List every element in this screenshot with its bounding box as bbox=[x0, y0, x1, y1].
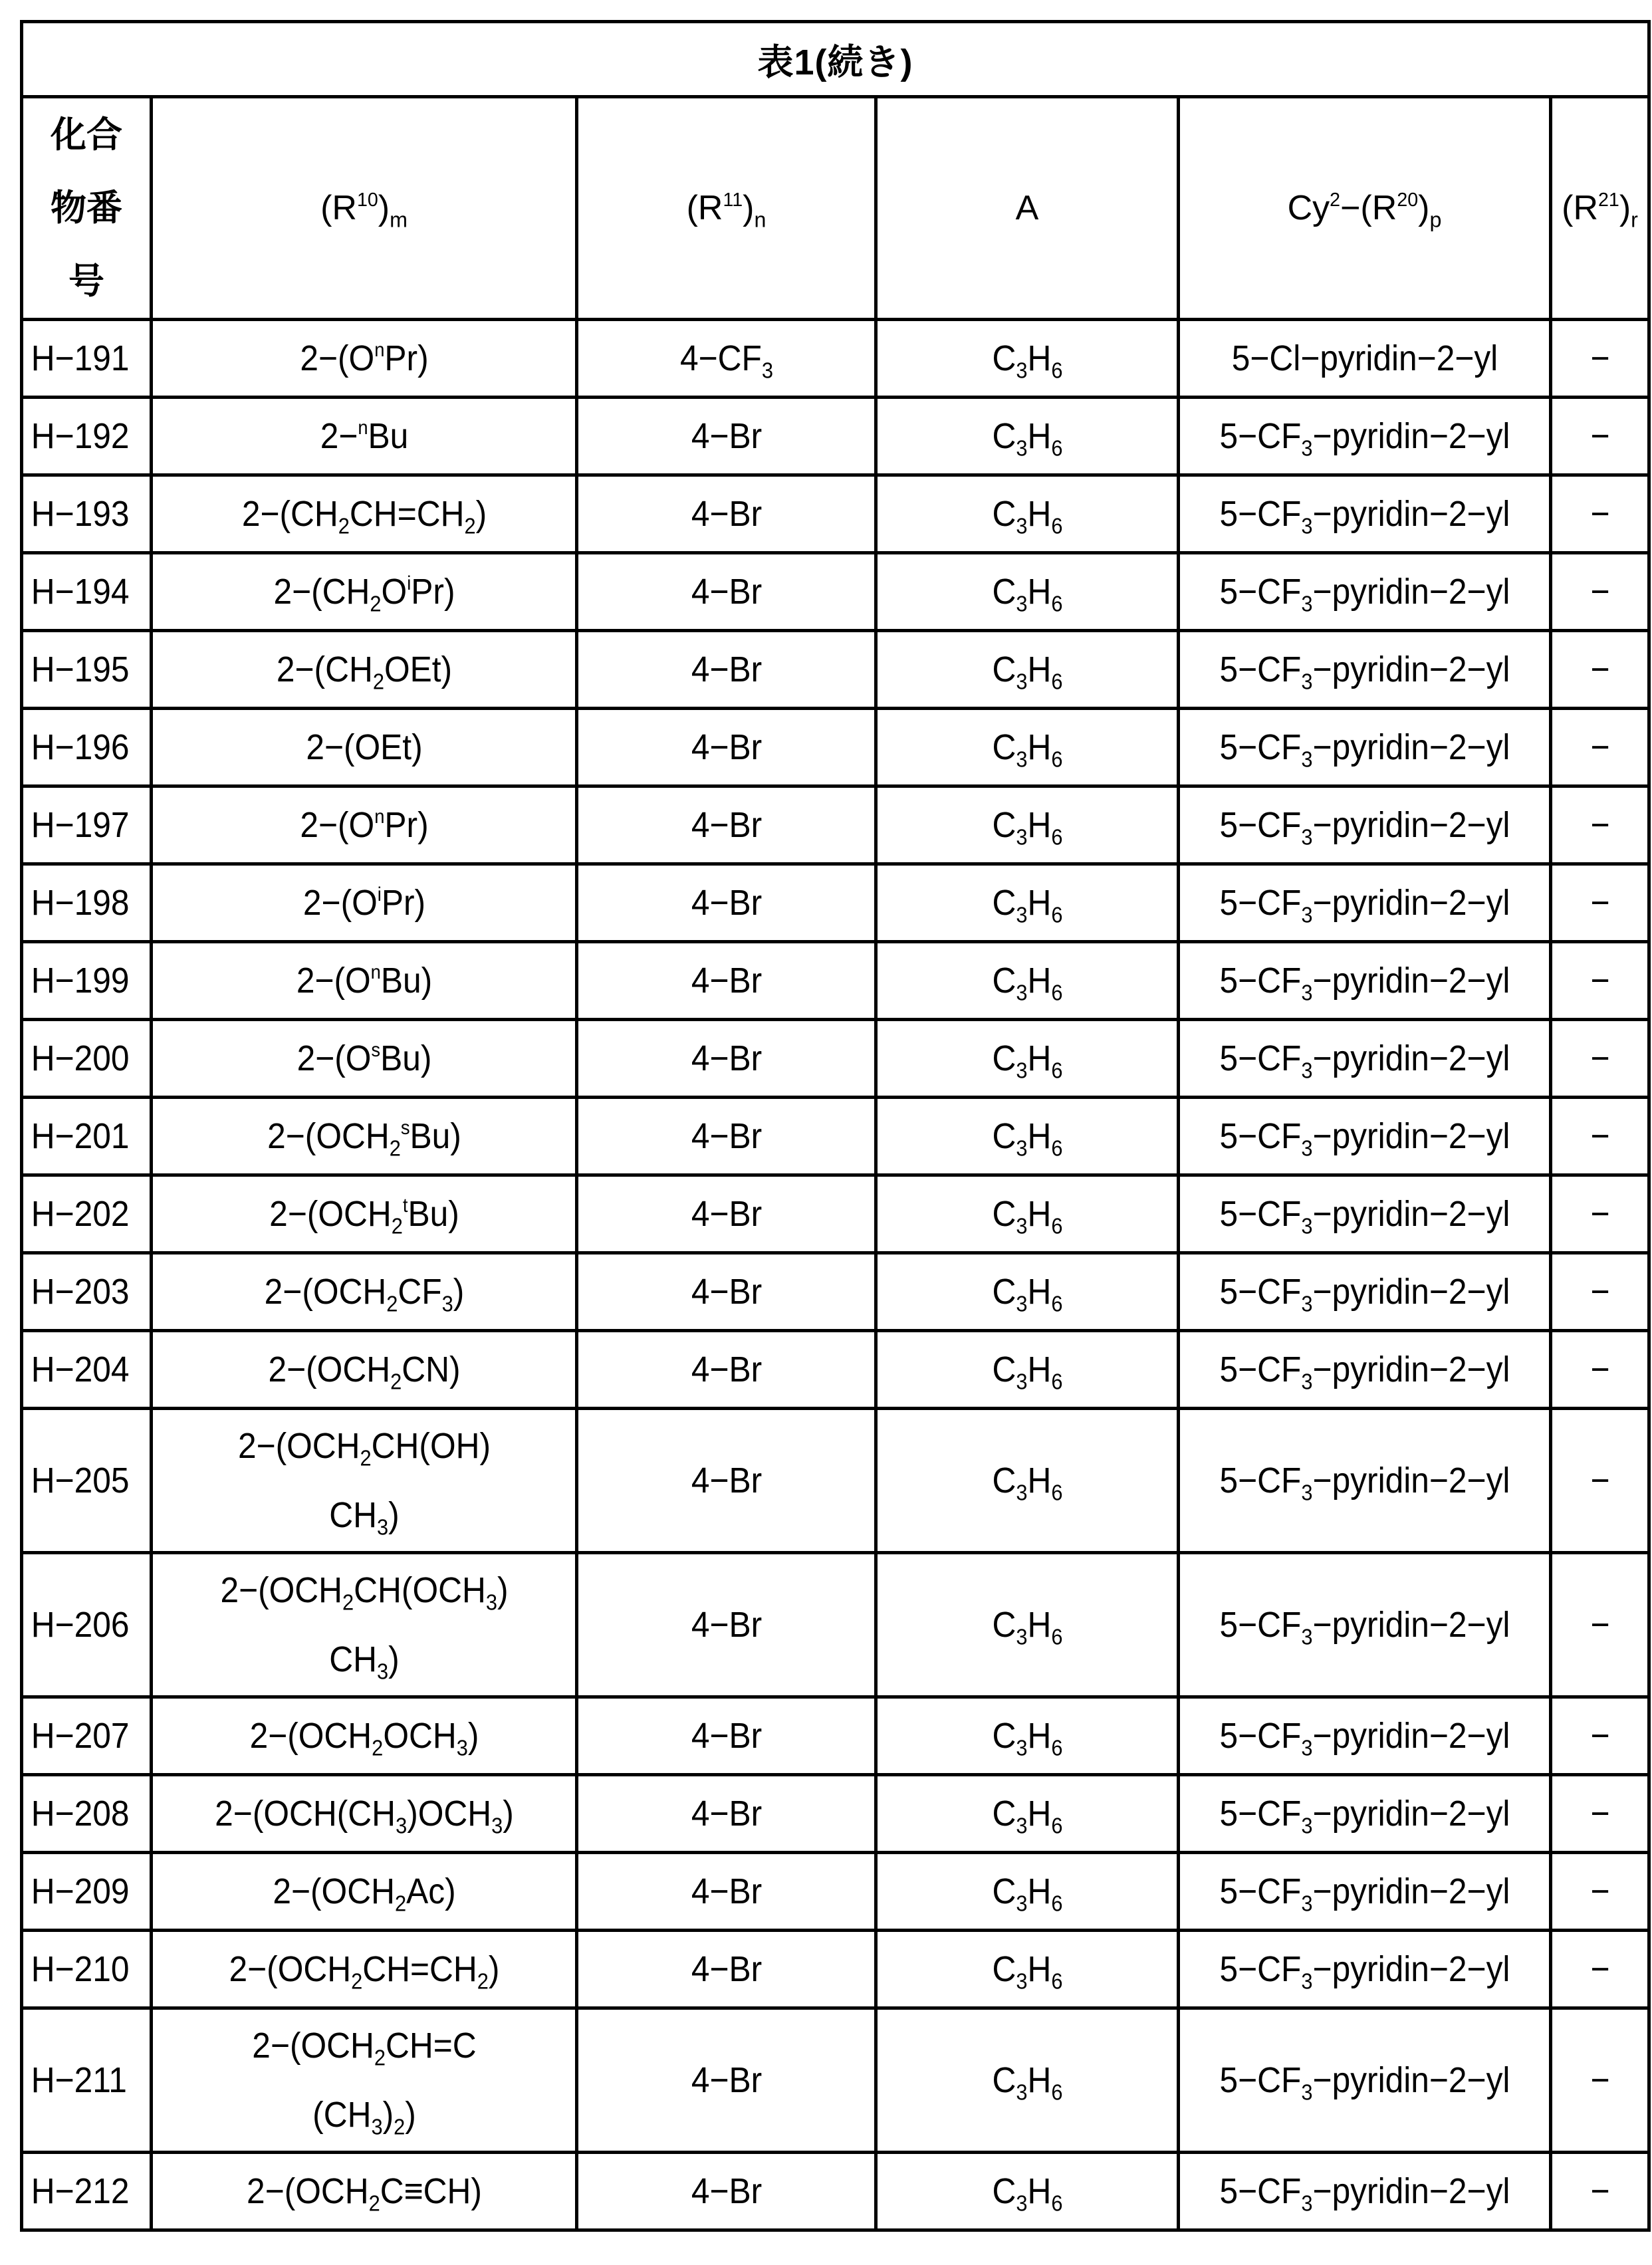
r21-cell: − bbox=[1554, 1020, 1645, 1098]
compound-id: H−204 bbox=[27, 1331, 146, 1409]
r10-line: $(CH_3)_2$) bbox=[312, 2095, 416, 2140]
cy2-cell: $5-CF_3-pyridin-2-yl$ bbox=[1193, 1020, 1536, 1098]
r11-cell: 4−Br bbox=[589, 1331, 864, 1409]
compound-id: H−210 bbox=[27, 1931, 146, 2008]
r21-cell: − bbox=[1554, 320, 1645, 398]
table-row bbox=[22, 1175, 1649, 1253]
r10-cell bbox=[168, 2008, 560, 2153]
header-r10: $(R^{10})_m$ bbox=[152, 97, 577, 320]
table-row bbox=[22, 2153, 1649, 2230]
cy2-cell: $5-CF_3-pyridin-2-yl$ bbox=[1193, 1331, 1536, 1409]
r11-cell: 4−Br bbox=[589, 786, 864, 864]
compound-id: H−201 bbox=[27, 1098, 146, 1175]
r10-line: $2-(CH_2OEt)$ bbox=[276, 650, 452, 695]
a-cell: $C_3H_6$ bbox=[888, 475, 1167, 553]
compound-id: H−212 bbox=[27, 2153, 146, 2230]
a-cell: $C_3H_6$ bbox=[888, 864, 1167, 942]
cy2-cell: $5-CF_3-pyridin-2-yl$ bbox=[1193, 2153, 1536, 2230]
compound-table bbox=[20, 20, 1651, 2232]
compound-id: H−192 bbox=[27, 398, 146, 475]
compound-id: H−208 bbox=[27, 1775, 146, 1853]
r10-line: $2-(O^sBu)$ bbox=[296, 1038, 431, 1078]
r10-line: $2-(CH_2O^iPr)$ bbox=[273, 572, 455, 617]
r10-line: $2-(OCH_2^tBu)$ bbox=[269, 1194, 459, 1239]
header-line: 号 bbox=[68, 261, 104, 301]
r10-cell bbox=[168, 1098, 560, 1175]
r10-line: $2-(OCH_2CN)$ bbox=[267, 1350, 461, 1395]
cy2-cell: $5-CF_3-pyridin-2-yl$ bbox=[1193, 475, 1536, 553]
r11-cell: 4−Br bbox=[589, 1553, 864, 1697]
compound-id: H−195 bbox=[27, 631, 146, 709]
r10-line: $2-(O^nPr)$ bbox=[299, 338, 429, 378]
a-cell: $C_3H_6$ bbox=[888, 1253, 1167, 1331]
cy2-cell: $5-CF_3-pyridin-2-yl$ bbox=[1193, 942, 1536, 1020]
table-row bbox=[22, 2008, 1649, 2153]
r21-cell: − bbox=[1554, 631, 1645, 709]
r10-line: $2-(O^iPr)$ bbox=[302, 883, 425, 923]
r10-line: $2-(OCH_2CH=C$ bbox=[251, 2026, 477, 2071]
table-row bbox=[22, 1331, 1649, 1409]
r11-cell: 4−Br bbox=[589, 1853, 864, 1931]
r10-cell bbox=[168, 1553, 560, 1697]
r10-cell bbox=[168, 786, 560, 864]
a-cell: $C_3H_6$ bbox=[888, 1409, 1167, 1553]
r10-cell bbox=[168, 1331, 560, 1409]
table-row bbox=[22, 320, 1649, 398]
a-cell: $C_3H_6$ bbox=[888, 1553, 1167, 1697]
r11-cell: 4−Br bbox=[589, 1175, 864, 1253]
cy2-cell: 5−Cl−pyridin−2−yl bbox=[1193, 320, 1536, 398]
cy2-cell: $5-CF_3-pyridin-2-yl$ bbox=[1193, 1697, 1536, 1775]
cy2-cell: $5-CF_3-pyridin-2-yl$ bbox=[1193, 1775, 1536, 1853]
cy2-cell: $5-CF_3-pyridin-2-yl$ bbox=[1193, 1853, 1536, 1931]
r21-cell: − bbox=[1554, 942, 1645, 1020]
r21-cell: − bbox=[1554, 1253, 1645, 1331]
r10-cell bbox=[168, 1253, 560, 1331]
table-row bbox=[22, 864, 1649, 942]
table-row bbox=[22, 1775, 1649, 1853]
r11-cell: 4−Br bbox=[589, 1020, 864, 1098]
a-cell: $C_3H_6$ bbox=[888, 2008, 1167, 2153]
r11-cell: $4-CF_3$ bbox=[589, 320, 864, 398]
r10-line: $CH_3$) bbox=[328, 1639, 400, 1685]
r10-cell bbox=[168, 1775, 560, 1853]
table-row bbox=[22, 1697, 1649, 1775]
r11-cell: 4−Br bbox=[589, 398, 864, 475]
a-cell: $C_3H_6$ bbox=[888, 631, 1167, 709]
r11-cell: 4−Br bbox=[589, 1253, 864, 1331]
r10-line: $2-(O^nBu)$ bbox=[296, 961, 432, 1001]
a-cell: $C_3H_6$ bbox=[888, 1931, 1167, 2008]
r10-line: $CH_3$) bbox=[328, 1495, 400, 1540]
a-cell: $C_3H_6$ bbox=[888, 709, 1167, 786]
r10-cell bbox=[168, 553, 560, 631]
r21-cell: − bbox=[1554, 786, 1645, 864]
r10-line: $2-(OCH_2CH(OCH_3)$ bbox=[219, 1570, 509, 1615]
a-cell: $C_3H_6$ bbox=[888, 1020, 1167, 1098]
compound-id: H−211 bbox=[27, 2008, 146, 2153]
r10-line: $2-(OCH(CH_3)OCH_3)$ bbox=[214, 1794, 514, 1839]
r11-cell: 4−Br bbox=[589, 1409, 864, 1553]
a-cell: $C_3H_6$ bbox=[888, 1853, 1167, 1931]
a-cell: $C_3H_6$ bbox=[888, 320, 1167, 398]
r11-cell: 4−Br bbox=[589, 942, 864, 1020]
table-row bbox=[22, 398, 1649, 475]
r10-line: $2-(CH_2CH=CH_2)$ bbox=[241, 494, 487, 539]
r21-cell: − bbox=[1554, 1697, 1645, 1775]
table-row bbox=[22, 631, 1649, 709]
header-a: A bbox=[876, 97, 1179, 320]
r10-cell bbox=[168, 398, 560, 475]
cy2-cell: $5-CF_3-pyridin-2-yl$ bbox=[1193, 553, 1536, 631]
compound-id: H−193 bbox=[27, 475, 146, 553]
r10-cell bbox=[168, 1175, 560, 1253]
table-row bbox=[22, 786, 1649, 864]
cy2-cell: $5-CF_3-pyridin-2-yl$ bbox=[1193, 1175, 1536, 1253]
r11-cell: 4−Br bbox=[589, 1697, 864, 1775]
a-cell: $C_3H_6$ bbox=[888, 553, 1167, 631]
table-title: 表1(続き) bbox=[22, 22, 1649, 97]
table-row bbox=[22, 1098, 1649, 1175]
header-cy2-r20: $Cy^2-(R^{20})_p$ bbox=[1179, 97, 1551, 320]
r10-line: $2-(OCH_2OCH_3)$ bbox=[249, 1716, 479, 1761]
r11-cell: 4−Br bbox=[589, 709, 864, 786]
a-cell: $C_3H_6$ bbox=[888, 1331, 1167, 1409]
r10-cell bbox=[168, 1409, 560, 1553]
compound-id: H−203 bbox=[27, 1253, 146, 1331]
r11-cell: 4−Br bbox=[589, 1775, 864, 1853]
compound-id: H−205 bbox=[27, 1409, 146, 1553]
r10-line: $2-(OCH_2^sBu)$ bbox=[267, 1116, 461, 1161]
compound-id: H−198 bbox=[27, 864, 146, 942]
compound-id: H−207 bbox=[27, 1697, 146, 1775]
table-row bbox=[22, 553, 1649, 631]
header-row bbox=[22, 97, 1649, 320]
r10-line: $2-(OCH_2C\equiv CH)$ bbox=[246, 2171, 482, 2216]
r21-cell: − bbox=[1554, 1331, 1645, 1409]
r11-cell: 4−Br bbox=[589, 553, 864, 631]
table-row bbox=[22, 475, 1649, 553]
r21-cell: − bbox=[1554, 1098, 1645, 1175]
r21-cell: − bbox=[1554, 864, 1645, 942]
compound-id: H−191 bbox=[27, 320, 146, 398]
cy2-cell: $5-CF_3-pyridin-2-yl$ bbox=[1193, 1553, 1536, 1697]
table-row bbox=[22, 1253, 1649, 1331]
compound-id: H−199 bbox=[27, 942, 146, 1020]
r11-cell: 4−Br bbox=[589, 864, 864, 942]
a-cell: $C_3H_6$ bbox=[888, 1098, 1167, 1175]
r11-cell: 4−Br bbox=[589, 1931, 864, 2008]
r10-line: 2−$^n$Bu bbox=[320, 416, 408, 456]
r21-cell: − bbox=[1554, 1553, 1645, 1697]
r10-cell bbox=[168, 1853, 560, 1931]
r21-cell: − bbox=[1554, 475, 1645, 553]
compound-id: H−197 bbox=[27, 786, 146, 864]
r10-cell bbox=[168, 320, 560, 398]
r11-cell: 4−Br bbox=[589, 1098, 864, 1175]
table-row bbox=[22, 1553, 1649, 1697]
compound-id: H−200 bbox=[27, 1020, 146, 1098]
a-cell: $C_3H_6$ bbox=[888, 398, 1167, 475]
r21-cell: − bbox=[1554, 1853, 1645, 1931]
r21-cell: − bbox=[1554, 553, 1645, 631]
compound-id: H−202 bbox=[27, 1175, 146, 1253]
a-cell: $C_3H_6$ bbox=[888, 786, 1167, 864]
r10-cell bbox=[168, 475, 560, 553]
r11-cell: 4−Br bbox=[589, 2153, 864, 2230]
r10-cell bbox=[168, 1931, 560, 2008]
header-line: 化合 bbox=[51, 115, 122, 155]
r21-cell: − bbox=[1554, 398, 1645, 475]
cy2-cell: $5-CF_3-pyridin-2-yl$ bbox=[1193, 1931, 1536, 2008]
a-cell: $C_3H_6$ bbox=[888, 1697, 1167, 1775]
r10-cell bbox=[168, 631, 560, 709]
header-compound-no-lines bbox=[23, 98, 150, 318]
r10-line: $2-(OCH_2CH=CH_2)$ bbox=[229, 1949, 499, 1994]
r21-cell: − bbox=[1554, 1175, 1645, 1253]
r10-cell bbox=[168, 1020, 560, 1098]
compound-id: H−206 bbox=[27, 1553, 146, 1697]
a-cell: $C_3H_6$ bbox=[888, 942, 1167, 1020]
a-cell: $C_3H_6$ bbox=[888, 2153, 1167, 2230]
r10-line: 2−(OEt) bbox=[305, 727, 423, 767]
r21-cell: − bbox=[1554, 2153, 1645, 2230]
r21-cell: − bbox=[1554, 1775, 1645, 1853]
header-compound-no bbox=[22, 97, 152, 320]
r10-cell bbox=[168, 1697, 560, 1775]
r10-line: $2-(O^nPr)$ bbox=[299, 805, 429, 845]
r10-cell bbox=[168, 2153, 560, 2230]
r21-cell: − bbox=[1554, 1409, 1645, 1553]
cy2-cell: $5-CF_3-pyridin-2-yl$ bbox=[1193, 709, 1536, 786]
cy2-cell: $5-CF_3-pyridin-2-yl$ bbox=[1193, 864, 1536, 942]
compound-id: H−194 bbox=[27, 553, 146, 631]
r10-line: $2-(OCH_2Ac)$ bbox=[272, 1871, 456, 1917]
table-row bbox=[22, 1020, 1649, 1098]
cy2-cell: $5-CF_3-pyridin-2-yl$ bbox=[1193, 1409, 1536, 1553]
table-row bbox=[22, 709, 1649, 786]
header-r11: $(R^{11})_n$ bbox=[577, 97, 876, 320]
r10-cell bbox=[168, 709, 560, 786]
r10-cell bbox=[168, 942, 560, 1020]
r10-cell bbox=[168, 864, 560, 942]
cy2-cell: $5-CF_3-pyridin-2-yl$ bbox=[1193, 1098, 1536, 1175]
r21-cell: − bbox=[1554, 709, 1645, 786]
table-row bbox=[22, 1409, 1649, 1553]
r11-cell: 4−Br bbox=[589, 2008, 864, 2153]
table-row bbox=[22, 1931, 1649, 2008]
compound-id: H−209 bbox=[27, 1853, 146, 1931]
r21-cell: − bbox=[1554, 1931, 1645, 2008]
r10-line: $2-(OCH_2CH(OH)$ bbox=[237, 1426, 491, 1471]
header-r21: $(R^{21})_r$ bbox=[1551, 97, 1649, 320]
a-cell: $C_3H_6$ bbox=[888, 1775, 1167, 1853]
compound-id: H−196 bbox=[27, 709, 146, 786]
cy2-cell: $5-CF_3-pyridin-2-yl$ bbox=[1193, 2008, 1536, 2153]
r21-cell: − bbox=[1554, 2008, 1645, 2153]
cy2-cell: $5-CF_3-pyridin-2-yl$ bbox=[1193, 1253, 1536, 1331]
cy2-cell: $5-CF_3-pyridin-2-yl$ bbox=[1193, 631, 1536, 709]
a-cell: $C_3H_6$ bbox=[888, 1175, 1167, 1253]
r11-cell: 4−Br bbox=[589, 631, 864, 709]
title-row bbox=[22, 22, 1649, 97]
cy2-cell: $5-CF_3-pyridin-2-yl$ bbox=[1193, 398, 1536, 475]
r11-cell: 4−Br bbox=[589, 475, 864, 553]
r10-line: $2-(OCH_2CF_3)$ bbox=[264, 1272, 464, 1317]
table-body bbox=[22, 320, 1649, 2230]
table-row bbox=[22, 1853, 1649, 1931]
header-line: 物番 bbox=[51, 188, 122, 228]
cy2-cell: $5-CF_3-pyridin-2-yl$ bbox=[1193, 786, 1536, 864]
table-row bbox=[22, 942, 1649, 1020]
